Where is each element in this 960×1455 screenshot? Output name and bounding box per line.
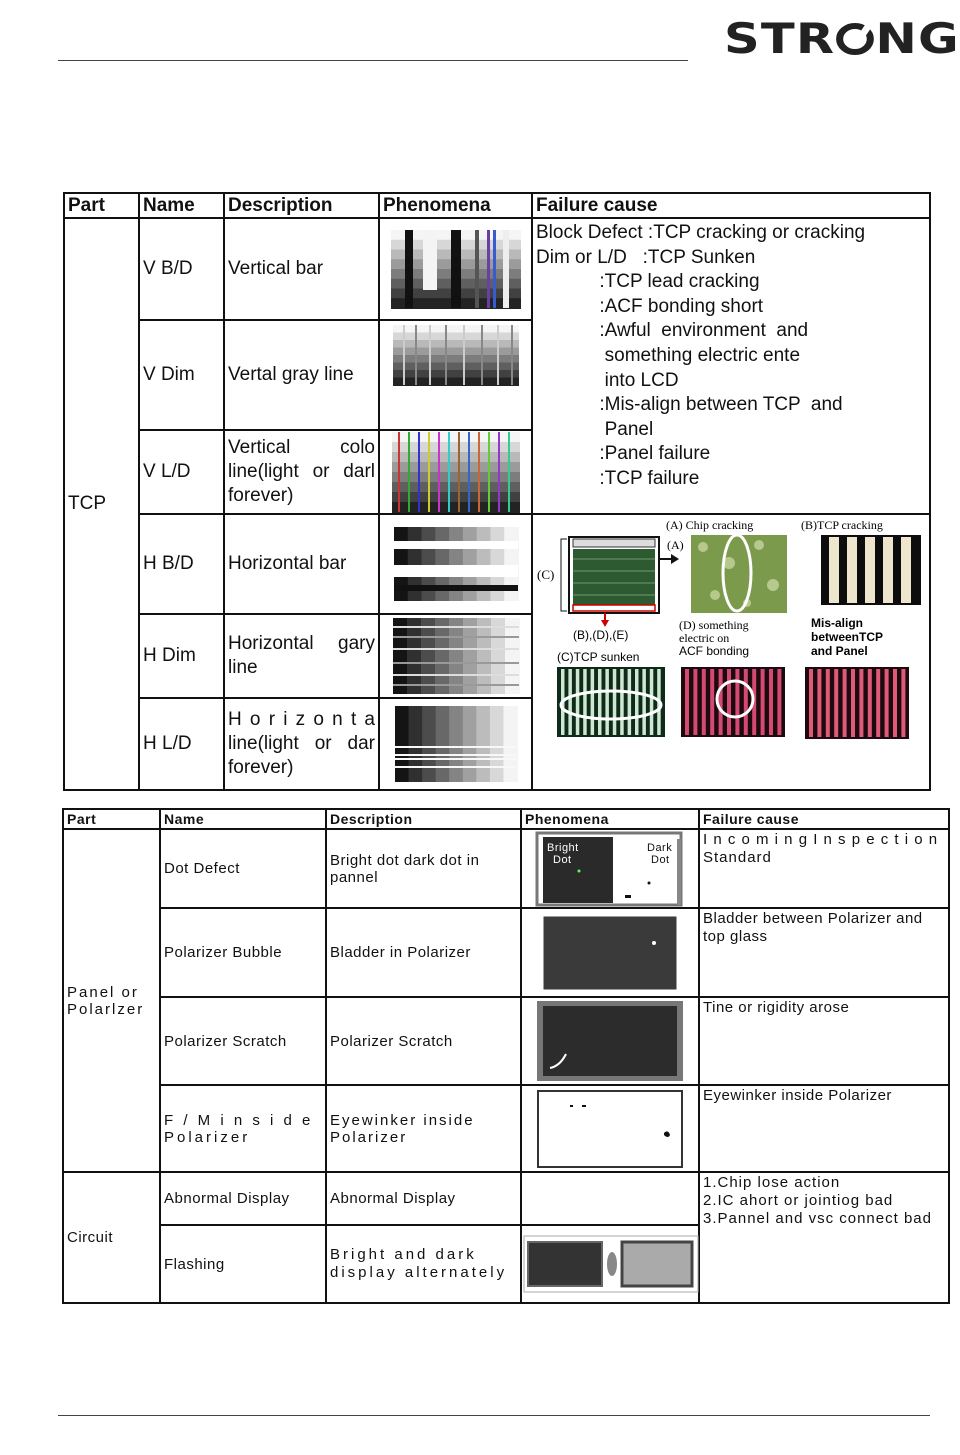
name-cell: Polarizer Bubble bbox=[160, 908, 326, 997]
failure-cause-cell: Bladder between Polarizer and top glass bbox=[699, 908, 949, 997]
table-row bbox=[63, 997, 949, 1085]
name-cell: Polarizer Scratch bbox=[160, 997, 326, 1085]
name-cell: Flashing bbox=[160, 1225, 326, 1303]
svg-text:and Panel: and Panel bbox=[811, 644, 868, 658]
phenomena-cell bbox=[521, 1172, 699, 1225]
phenomena-cell bbox=[379, 514, 532, 614]
name-cell: H B/D bbox=[139, 514, 224, 614]
name-cell: Dot Defect bbox=[160, 829, 326, 908]
svg-text:(A) Chip cracking: (A) Chip cracking bbox=[666, 518, 754, 532]
part-cell: Panel or Polarlzer bbox=[63, 829, 160, 1172]
strong-logo: STR NG bbox=[724, 14, 960, 63]
svg-text:betweenTCP: betweenTCP bbox=[811, 630, 884, 644]
polarizer-scratch-image bbox=[536, 1000, 684, 1082]
svg-text:electric on: electric on bbox=[679, 631, 730, 645]
phenomena-cell bbox=[521, 1225, 699, 1303]
table-row bbox=[64, 218, 930, 320]
name-cell: V L/D bbox=[139, 430, 224, 514]
tcp-failure-diagram bbox=[533, 515, 929, 753]
phenomena-cell bbox=[379, 218, 532, 320]
flashing-image bbox=[522, 1234, 698, 1294]
vertical-bar-image bbox=[391, 230, 521, 308]
phenomena-cell bbox=[521, 829, 699, 908]
header-name: Name bbox=[160, 809, 326, 829]
svg-text:Bright: Bright bbox=[547, 841, 579, 854]
footer-rule bbox=[58, 1415, 930, 1416]
svg-text:(B),(D),(E): (B),(D),(E) bbox=[573, 628, 629, 642]
vertical-color-line-image bbox=[392, 432, 520, 512]
horizontal-gray-line-image bbox=[393, 618, 519, 694]
horizontal-light-line-image bbox=[395, 706, 517, 782]
description-cell: Bladder in Polarizer bbox=[326, 908, 521, 997]
header-part: Part bbox=[64, 193, 139, 218]
polarizer-bubble-image bbox=[540, 913, 680, 993]
header-description: Description bbox=[326, 809, 521, 829]
description-cell: Abnormal Display bbox=[326, 1172, 521, 1225]
svg-text:Dot: Dot bbox=[553, 853, 572, 866]
table-row bbox=[63, 1085, 949, 1172]
description-cell: Bright and dark display alternately bbox=[326, 1225, 521, 1303]
header-description: Description bbox=[224, 193, 379, 218]
description-cell: Vertical bar bbox=[224, 218, 379, 320]
horizontal-bar-image bbox=[394, 527, 518, 601]
phenomena-cell bbox=[379, 320, 532, 430]
failure-cause-cell: 1.Chip lose action 2.IC ahort or jointiog bad 3.Pannel and vsc connect bad bbox=[699, 1172, 949, 1303]
part-cell: Circuit bbox=[63, 1172, 160, 1303]
phenomena-cell bbox=[521, 908, 699, 997]
panel-circuit-table bbox=[62, 808, 950, 1304]
name-cell: Abnormal Display bbox=[160, 1172, 326, 1225]
svg-text:(C): (C) bbox=[537, 567, 555, 582]
failure-cause-cell: Block Defect :TCP cracking or cracking Dim or L/D :TCP Sunken :TCP lead cracking :ACF bonding short :Awful environment and something electric ente into LCD :Mis-align between TCP and Panel :Panel failure :TCP failure bbox=[532, 218, 930, 514]
description-cell: Horizontal bar bbox=[224, 514, 379, 614]
svg-text:Dot: Dot bbox=[651, 853, 670, 866]
vertical-gray-line-image bbox=[393, 325, 519, 385]
header-failure-cause: Failure cause bbox=[532, 193, 930, 218]
failure-cause-cell: Tine or rigidity arose bbox=[699, 997, 949, 1085]
dot-defect-image bbox=[535, 831, 685, 907]
svg-text:(A): (A) bbox=[667, 538, 684, 552]
table-row bbox=[64, 514, 930, 614]
table-row bbox=[63, 908, 949, 997]
table-row bbox=[63, 829, 949, 908]
description-cell: Bright dot dark dot in pannel bbox=[326, 829, 521, 908]
failure-cause-cell: Eyewinker inside Polarizer bbox=[699, 1085, 949, 1172]
phenomena-cell bbox=[521, 997, 699, 1085]
phenomena-cell bbox=[379, 698, 532, 790]
name-cell: F / M i n s i d e Polarizer bbox=[160, 1085, 326, 1172]
svg-text:Dark: Dark bbox=[647, 841, 673, 854]
description-cell: Vertical colo line(light or darl forever) bbox=[224, 430, 379, 514]
name-cell: H L/D bbox=[139, 698, 224, 790]
header-part: Part bbox=[63, 809, 160, 829]
description-cell: Polarizer Scratch bbox=[326, 997, 521, 1085]
svg-text:Mis-align: Mis-align bbox=[811, 616, 864, 630]
logo-o-icon bbox=[836, 23, 874, 55]
name-cell: V Dim bbox=[139, 320, 224, 430]
header-failure-cause: Failure cause bbox=[699, 809, 949, 829]
phenomena-cell bbox=[379, 430, 532, 514]
part-cell: TCP bbox=[64, 218, 139, 790]
tcp-table bbox=[63, 192, 931, 791]
table-header-row bbox=[63, 809, 949, 829]
svg-text:(C)TCP sunken: (C)TCP sunken bbox=[557, 650, 640, 664]
foreign-material-image bbox=[536, 1089, 684, 1169]
table-row bbox=[63, 1172, 949, 1225]
description-cell: Horizontal gary line bbox=[224, 614, 379, 698]
tcp-diagram-cell bbox=[532, 514, 930, 790]
svg-text:(B)TCP cracking: (B)TCP cracking bbox=[801, 518, 883, 532]
name-cell: H Dim bbox=[139, 614, 224, 698]
header-phenomena: Phenomena bbox=[521, 809, 699, 829]
header-phenomena: Phenomena bbox=[379, 193, 532, 218]
header-rule bbox=[58, 60, 688, 61]
description-cell: Vertal gray line bbox=[224, 320, 379, 430]
description-cell: Eyewinker inside Polarizer bbox=[326, 1085, 521, 1172]
phenomena-cell bbox=[521, 1085, 699, 1172]
svg-text:(D) something: (D) something bbox=[679, 618, 749, 632]
table-header-row bbox=[64, 193, 930, 218]
svg-text:ACF bonding: ACF bonding bbox=[679, 644, 750, 658]
name-cell: V B/D bbox=[139, 218, 224, 320]
description-cell: H o r i z o n t a line(light or dar forever) bbox=[224, 698, 379, 790]
header-name: Name bbox=[139, 193, 224, 218]
failure-cause-cell: I n c o m i n g I n s p e c t i o n Standard bbox=[699, 829, 949, 908]
phenomena-cell bbox=[379, 614, 532, 698]
